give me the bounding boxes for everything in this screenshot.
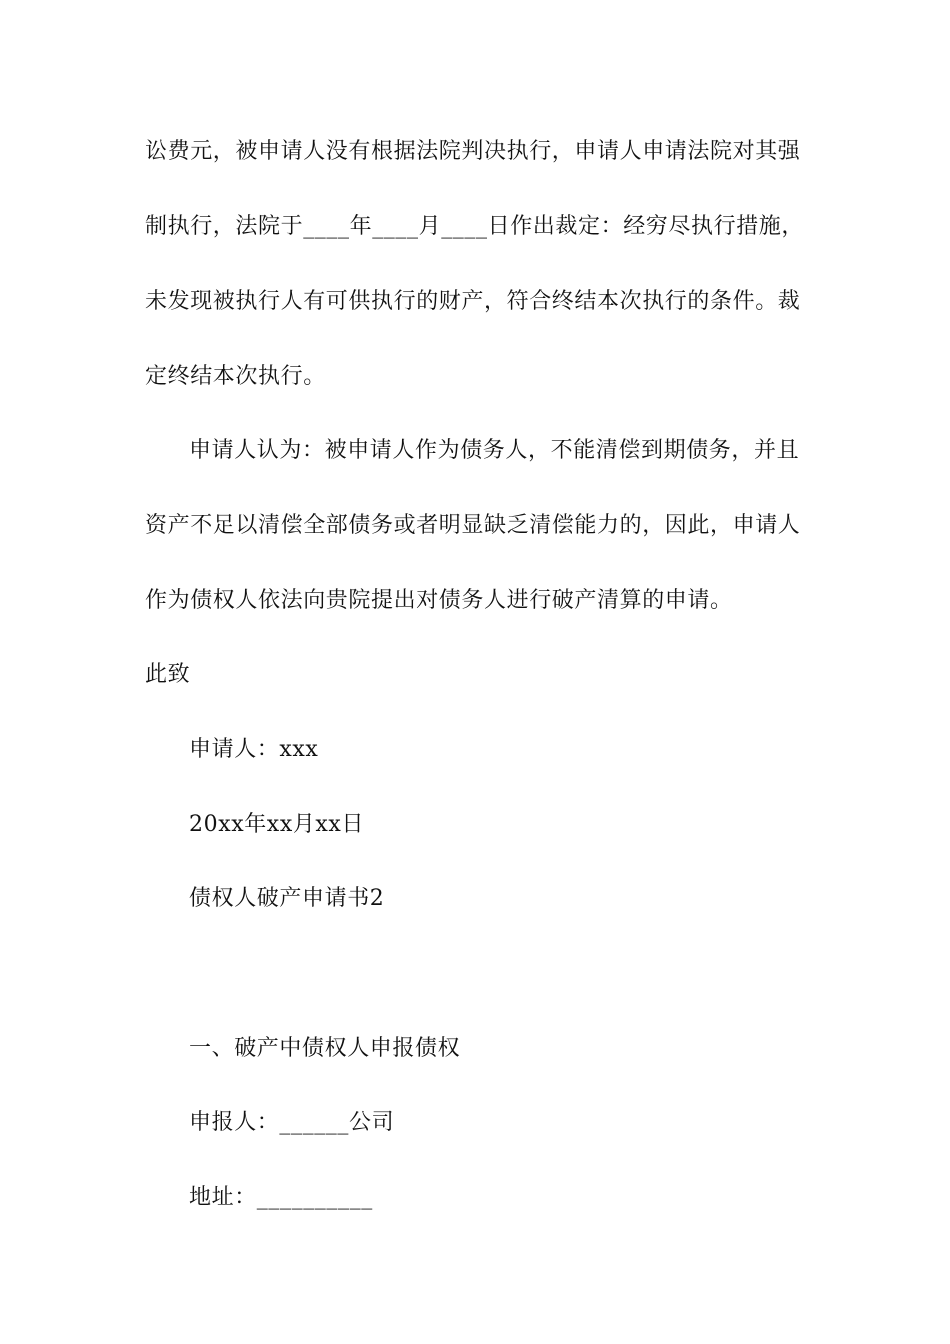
section-heading: 一、破产中债权人申报债权 (189, 1036, 461, 1061)
paragraph-line: 定终结本次执行。 (145, 364, 326, 389)
declarant-line: 申报人：______公司 (189, 1110, 395, 1135)
address-line: 地址：__________ (189, 1185, 373, 1210)
paragraph-line: 未发现被执行人有可供执行的财产，符合终结本次执行的条件。裁 (145, 289, 801, 314)
paragraph-line: 申请人认为：被申请人作为债务人，不能清偿到期债务，并且 (189, 438, 800, 463)
document-title: 债权人破产申请书2 (189, 886, 385, 911)
paragraph-line: 资产不足以清偿全部债务或者明显缺乏清偿能力的，因此，申请人 (145, 513, 801, 538)
paragraph-line: 讼费元，被申请人没有根据法院判决执行，申请人申请法院对其强 (145, 139, 801, 164)
applicant-line: 申请人：xxx (189, 737, 319, 762)
date-line: 20xx年xx月xx日 (189, 812, 365, 837)
salutation: 此致 (145, 662, 191, 687)
paragraph-line: 作为债权人依法向贵院提出对债务人进行破产清算的申请。 (145, 588, 733, 613)
paragraph-line: 制执行，法院于____年____月____日作出裁定：经穷尽执行措施， (145, 214, 805, 239)
